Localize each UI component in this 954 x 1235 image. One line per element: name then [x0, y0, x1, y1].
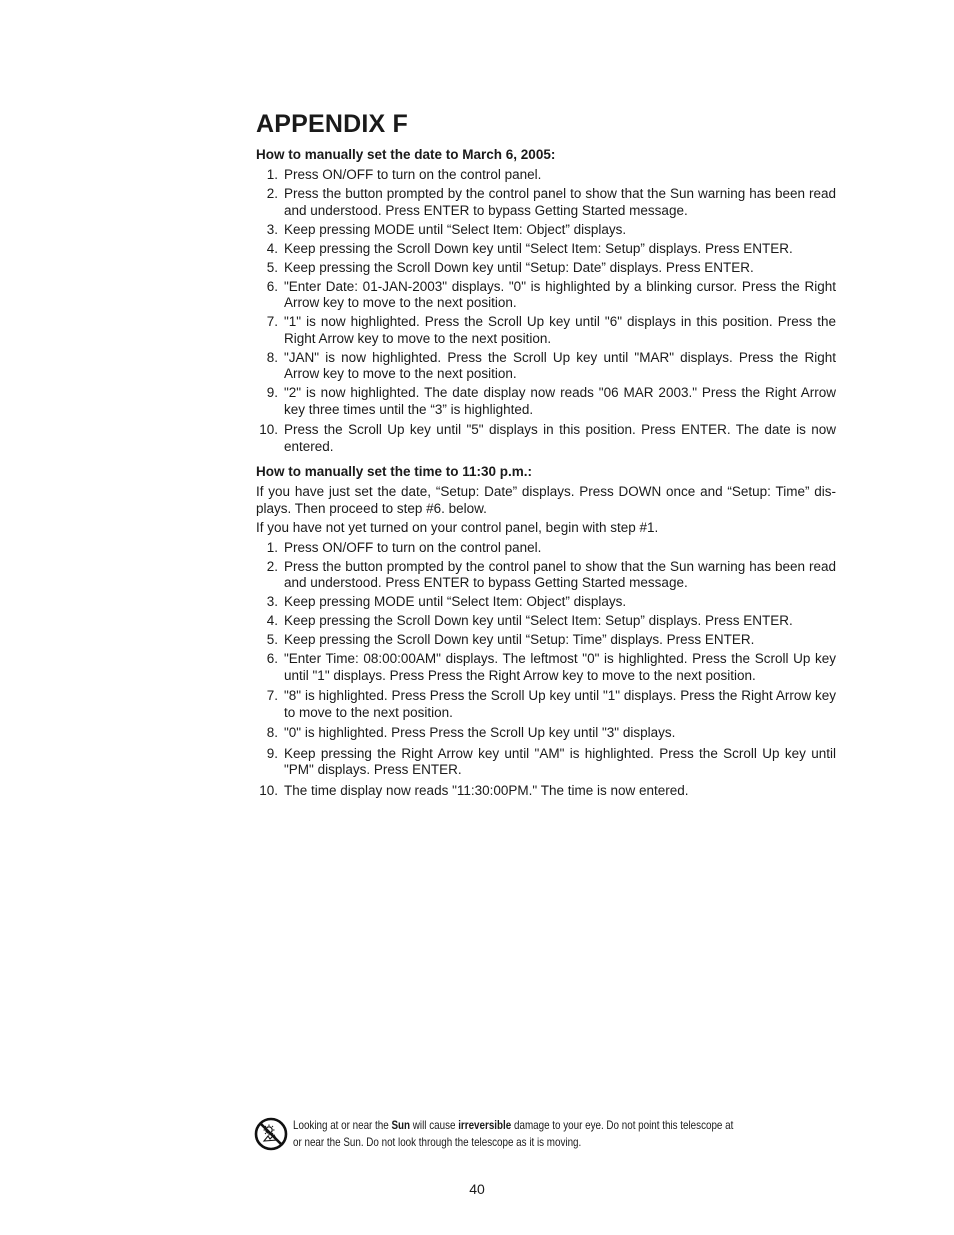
time-intro-paragraph-1: If you have just set the date, “Setup: Date” displays. Press DOWN once and “Setup: Time” dis-plays. Then proceed to step #6. below.: [256, 484, 836, 516]
time-step-6: [256, 651, 836, 684]
warning-emphasis-irreversible: irreversible: [458, 1118, 512, 1132]
time-step-number: 9.: [266, 745, 278, 761]
date-step-10: [256, 422, 836, 455]
date-step-text: Press the button prompted by the control panel to show that the Sun warning has been read and understood. Press ENTER to bypass Getting Started message.: [284, 186, 836, 218]
date-step-5: [256, 260, 836, 277]
page-content: [256, 108, 836, 802]
warning-text-part3: damage to your eye. Do not point this telescope at or near the Sun. Do not look through the telescope as it is moving.: [293, 1118, 734, 1149]
time-step-text: Keep pressing the Scroll Down key until “Select Item: Setup” displays. Press ENTER.: [284, 613, 793, 628]
date-step-text: Press ON/OFF to turn on the control panel.: [284, 167, 542, 182]
date-step-text: "2" is now highlighted. The date display now reads "06 MAR 2003." Press the Right Arrow key three times until the “3” is highlighted.: [284, 385, 836, 417]
time-step-text: Keep pressing the Scroll Down key until “Setup: Time” displays. Press ENTER.: [284, 632, 755, 647]
warning-text-part1: Looking at or near the: [293, 1118, 392, 1132]
time-step-10: [256, 783, 836, 800]
time-step-text: Keep pressing the Right Arrow key until "AM" is highlighted. Press the Scroll Up key until "PM" displays. Press ENTER.: [284, 745, 836, 777]
time-step-number: 10.: [259, 782, 278, 798]
time-step-number: 1.: [266, 539, 278, 555]
time-step-2: [256, 559, 836, 592]
time-section-heading: How to manually set the time to 11:30 p.m.:: [256, 464, 533, 479]
date-step-number: 9.: [266, 385, 278, 400]
date-step-8: [256, 350, 836, 383]
date-step-2: [256, 186, 836, 219]
date-step-7: [256, 314, 836, 347]
warning-text-part2: will cause: [410, 1118, 459, 1132]
date-step-text: Press the Scroll Up key until "5" displays in this position. Press ENTER. The date is now entered.: [284, 422, 836, 454]
time-step-text: "0" is highlighted. Press Press the Scroll Up key until "3" displays.: [284, 725, 676, 740]
time-step-text: Press the button prompted by the control panel to show that the Sun warning has been read and understood. Press ENTER to bypass Getting Started message.: [284, 558, 836, 590]
warning-emphasis-sun: Sun: [391, 1118, 411, 1132]
date-step-3: [256, 222, 836, 239]
date-step-number: 1.: [266, 167, 278, 182]
date-step-number: 4.: [266, 240, 278, 256]
page-title: APPENDIX F: [256, 110, 409, 138]
date-step-text: Keep pressing the Scroll Down key until “Select Item: Setup” displays. Press ENTER.: [284, 240, 793, 256]
time-step-text: Keep pressing MODE until “Select Item: Object” displays.: [284, 594, 627, 609]
time-step-text: Press ON/OFF to turn on the control panel.: [284, 539, 542, 555]
time-step-number: 4.: [266, 613, 278, 628]
sun-warning: [254, 1117, 834, 1151]
time-step-8: [256, 725, 836, 742]
date-step-number: 10.: [259, 422, 278, 437]
time-step-1: [256, 540, 836, 557]
time-step-number: 8.: [266, 725, 278, 740]
date-steps-list: [256, 167, 836, 455]
date-step-1: [256, 167, 836, 184]
date-section-heading: How to manually set the date to March 6, 2005:: [256, 147, 556, 162]
time-step-number: 7.: [266, 688, 278, 703]
date-step-text: "1" is now highlighted. Press the Scroll Up key until "6" displays in this position. Press the Right Arrow key to move to the next position.: [284, 314, 836, 346]
date-step-number: 6.: [266, 278, 278, 294]
time-step-text: "Enter Time: 08:00:00AM" displays. The leftmost "0" is highlighted. Press the Scroll Up key until "1" displays. Press Press the Right Arrow key to move to the next position.: [284, 651, 836, 683]
warning-text: [293, 1117, 737, 1151]
time-section: [256, 463, 836, 799]
time-intro-paragraph-2: If you have not yet turned on your control panel, begin with step #1.: [256, 520, 659, 535]
date-step-number: 3.: [266, 221, 278, 237]
time-step-number: 6.: [266, 651, 278, 666]
date-step-text: "JAN" is now highlighted. Press the Scroll Up key until "MAR" displays. Press the Right Arrow key to move to the next position.: [284, 349, 836, 381]
time-step-number: 5.: [266, 632, 278, 647]
time-step-text: The time display now reads "11:30:00PM." The time is now entered.: [284, 782, 689, 798]
date-step-number: 7.: [266, 314, 278, 329]
time-steps-list: [256, 540, 836, 800]
time-step-3: [256, 594, 836, 611]
time-step-4: [256, 613, 836, 630]
time-step-number: 3.: [266, 594, 278, 609]
date-step-text: Keep pressing MODE until “Select Item: Object” displays.: [284, 221, 627, 237]
date-step-text: Keep pressing the Scroll Down key until “Setup: Date” displays. Press ENTER.: [284, 259, 754, 275]
date-step-number: 5.: [266, 259, 278, 275]
date-step-number: 2.: [266, 186, 278, 201]
date-step-text: "Enter Date: 01-JAN-2003" displays. "0" is highlighted by a blinking cursor. Press the Right Arrow key to move to the next position.: [284, 278, 836, 310]
time-step-number: 2.: [266, 558, 278, 574]
time-step-5: [256, 632, 836, 649]
date-section: [256, 146, 836, 455]
no-sun-viewing-icon: [254, 1117, 288, 1151]
date-step-9: [256, 385, 836, 418]
time-step-7: [256, 688, 836, 721]
date-step-4: [256, 241, 836, 258]
date-step-6: [256, 279, 836, 312]
page-number: 40: [469, 1181, 485, 1197]
date-step-number: 8.: [266, 349, 278, 365]
time-step-text: "8" is highlighted. Press Press the Scroll Up key until "1" displays. Press the Right Arrow key to move to the next position.: [284, 688, 836, 720]
time-step-9: [256, 746, 836, 779]
